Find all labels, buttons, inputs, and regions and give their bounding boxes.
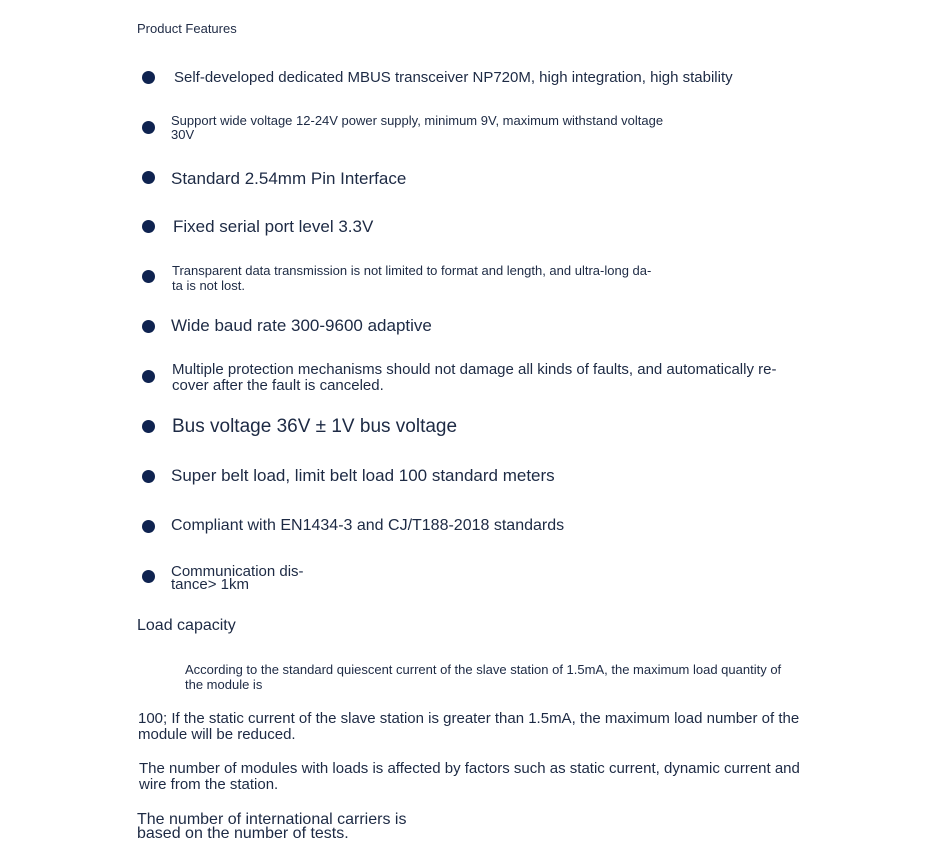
feature-item: Standard 2.54mm Pin Interface — [171, 169, 407, 188]
bullet-dot — [142, 470, 155, 483]
feature-item: Wide baud rate 300-9600 adaptive — [171, 316, 432, 335]
bullet-dot — [142, 520, 155, 533]
load-paragraph-line: the module is — [185, 677, 263, 692]
bullet-dot — [142, 171, 155, 184]
feature-item: Compliant with EN1434-3 and CJ/T188-2018 standards — [171, 517, 565, 534]
bullet-dot — [142, 420, 155, 433]
feature-item-line: cover after the fault is canceled. — [172, 377, 384, 394]
load-capacity-heading: Load capacity — [137, 617, 236, 634]
load-paragraph-line: wire from the station. — [139, 776, 279, 793]
feature-item-line: tance> 1km — [171, 576, 249, 593]
load-paragraph-line: The number of international carriers is — [137, 811, 407, 828]
load-paragraph-line: According to the standard quiescent current of the slave station of 1.5mA, the maximum load quantity of — [185, 662, 782, 677]
feature-item-line: Communication dis- — [171, 563, 304, 580]
bullet-dot — [142, 570, 155, 583]
bullet-dot — [142, 121, 155, 134]
load-paragraph-line: The number of modules with loads is affected by factors such as static current, dynamic current and — [139, 760, 800, 777]
feature-item: Bus voltage 36V ± 1V bus voltage — [172, 416, 458, 437]
feature-item-line: Multiple protection mechanisms should not damage all kinds of faults, and automatically re- — [172, 361, 777, 378]
bullet-dot — [142, 71, 155, 84]
section-title: Product Features — [137, 21, 237, 36]
load-paragraph-line: 100; If the static current of the slave station is greater than 1.5mA, the maximum load number of the — [138, 710, 800, 727]
feature-item: Self-developed dedicated MBUS transceiver NP720M, high integration, high stability — [174, 69, 733, 86]
load-paragraph-line: module will be reduced. — [138, 726, 296, 743]
feature-item-line: Support wide voltage 12-24V power supply, minimum 9V, maximum withstand voltage — [171, 113, 664, 128]
bullet-dot — [142, 220, 155, 233]
load-paragraph-line: based on the number of tests. — [137, 825, 349, 842]
feature-item-line: Transparent data transmission is not limited to format and length, and ultra-long da- — [172, 263, 652, 278]
feature-item-line: 30V — [171, 127, 195, 142]
bullet-dot — [142, 320, 155, 333]
feature-item: Fixed serial port level 3.3V — [173, 217, 374, 236]
feature-item-line: ta is not lost. — [172, 278, 245, 293]
feature-item: Super belt load, limit belt load 100 standard meters — [171, 466, 555, 485]
bullet-dot — [142, 370, 155, 383]
bullet-dot — [142, 270, 155, 283]
